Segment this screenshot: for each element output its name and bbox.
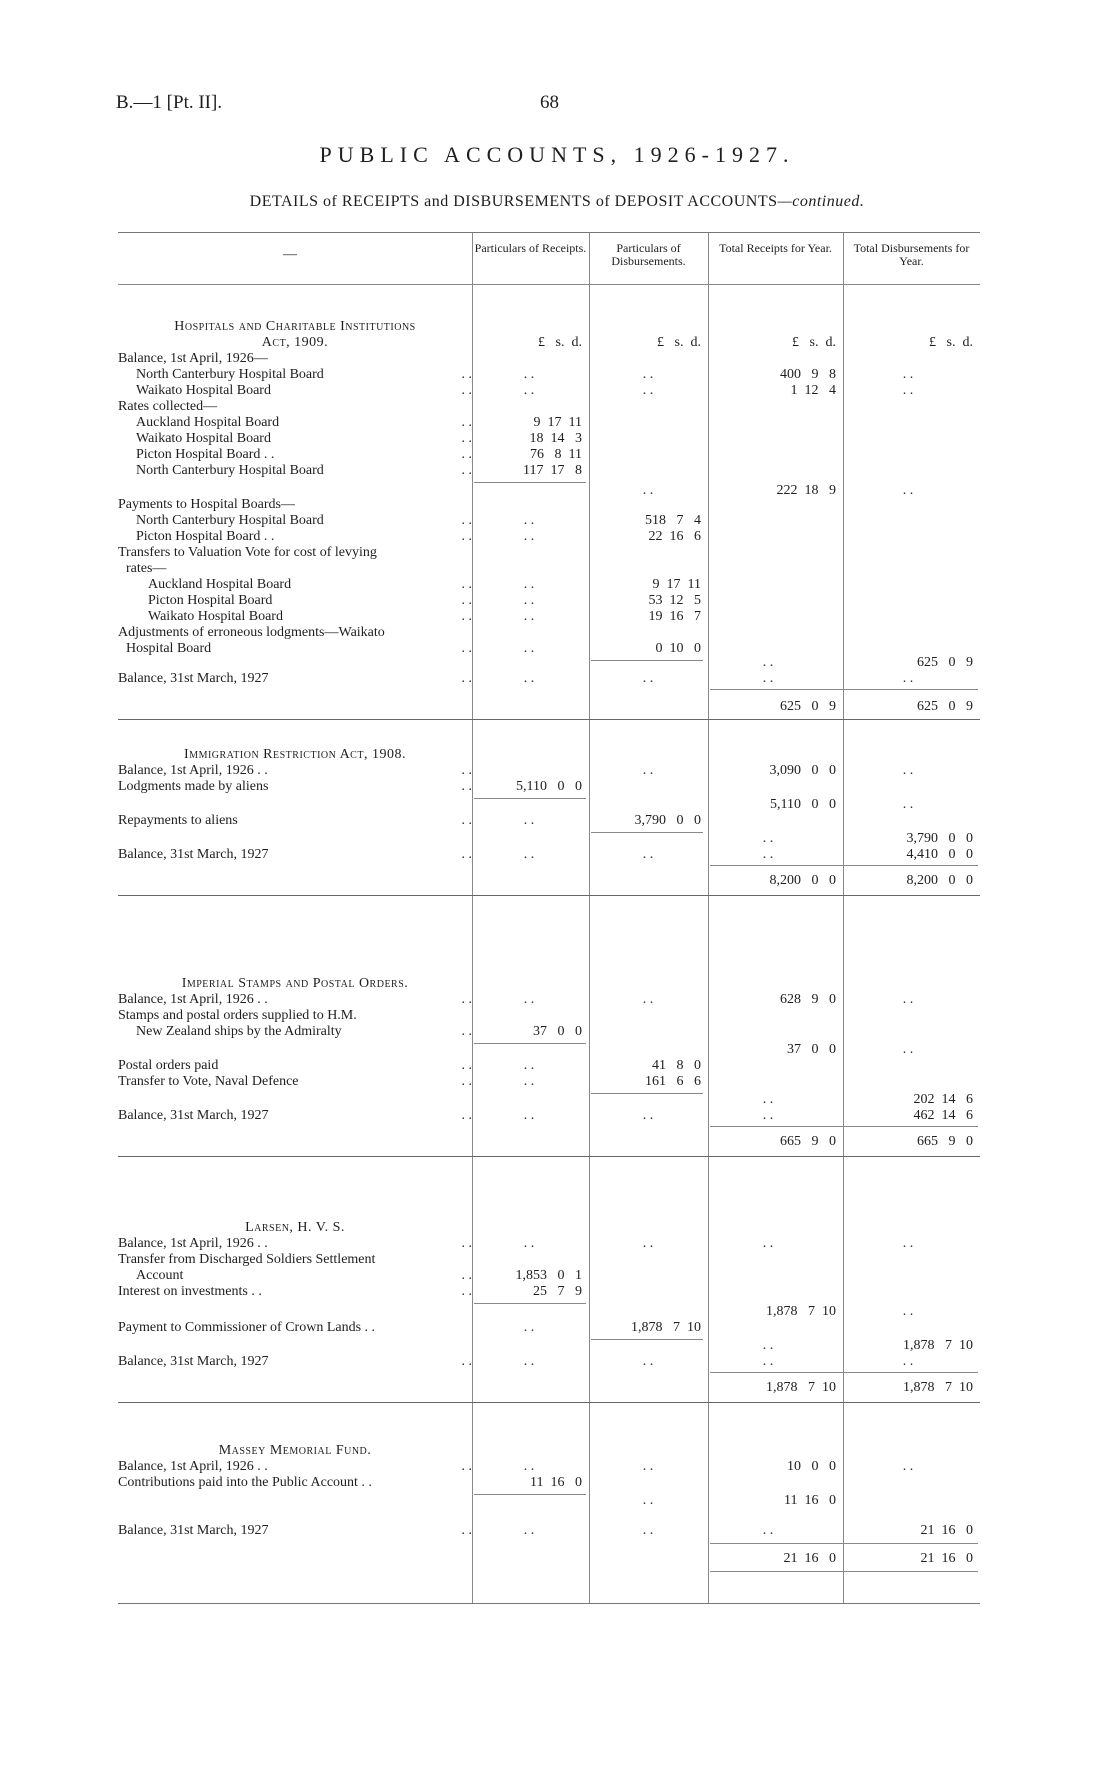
section-title: Larsen, H. V. S. xyxy=(245,1220,345,1235)
amount: 161 6 6 xyxy=(645,1074,701,1089)
column-divider xyxy=(843,233,844,1603)
nil-dots: . . xyxy=(762,671,774,686)
subtotal-rule xyxy=(474,1494,586,1495)
total-amount: 625 0 9 xyxy=(780,699,836,714)
nil-dots: . . xyxy=(762,1354,774,1369)
amount: 0 10 0 xyxy=(655,641,701,656)
row-label xyxy=(118,513,472,529)
section-rule xyxy=(118,1402,980,1403)
double-rule xyxy=(710,1571,978,1572)
amount: 1,878 7 10 xyxy=(903,1338,973,1353)
leader-dots: . . xyxy=(461,1459,472,1474)
lsd-header: £ s. d. xyxy=(538,335,582,350)
col-head-disbursements: Particulars of Disbursements. xyxy=(611,241,686,268)
nil-dots: . . xyxy=(523,609,535,624)
amount: 25 7 9 xyxy=(533,1284,582,1299)
amount: 5,110 0 0 xyxy=(516,779,582,794)
leader-dots: . . xyxy=(461,641,472,656)
row-label xyxy=(118,992,472,1008)
row-text: Auckland Hospital Board xyxy=(136,415,280,430)
nil-dots: . . xyxy=(902,992,914,1007)
subtotal-rule xyxy=(474,482,586,483)
leader-dots: . . xyxy=(461,1523,472,1538)
nil-dots: . . xyxy=(642,483,654,498)
nil-dots: . . xyxy=(523,1459,535,1474)
amount: 11 16 0 xyxy=(530,1475,582,1490)
row-label xyxy=(118,447,472,463)
total-rule xyxy=(710,1543,978,1544)
section-title-line2: Act, 1909. xyxy=(261,335,329,350)
amount: 202 14 6 xyxy=(913,1092,973,1107)
nil-dots: . . xyxy=(642,847,654,862)
total-amount: 8,200 0 0 xyxy=(769,873,836,888)
section-rule xyxy=(118,1156,980,1157)
nil-dots: . . xyxy=(762,1092,774,1107)
amount: 117 17 8 xyxy=(523,463,582,478)
nil-dots: . . xyxy=(902,1236,914,1251)
row-label xyxy=(118,1108,472,1124)
nil-dots: . . xyxy=(642,1523,654,1538)
leader-dots: . . xyxy=(461,1268,472,1283)
row-label xyxy=(118,1236,472,1252)
amount: 41 8 0 xyxy=(652,1058,701,1073)
section-title: Hospitals and Charitable Institutions xyxy=(174,319,416,334)
leader-dots: . . xyxy=(461,609,472,624)
nil-dots: . . xyxy=(523,513,535,528)
leader-dots: . . xyxy=(461,415,472,430)
leader-dots: . . xyxy=(461,447,472,462)
nil-dots: . . xyxy=(523,1320,535,1335)
row-label xyxy=(118,1523,472,1539)
column-divider xyxy=(708,233,709,1603)
amount: 53 12 5 xyxy=(648,593,701,608)
row-text: Balance, 1st April, 1926 . . xyxy=(118,1236,268,1251)
total-amount: 665 9 0 xyxy=(917,1134,973,1149)
row-text: Waikato Hospital Board xyxy=(136,431,271,446)
row-label: rates— xyxy=(126,561,167,576)
leader-dots: . . xyxy=(461,992,472,1007)
nil-dots: . . xyxy=(642,1493,654,1508)
lsd-header: £ s. d. xyxy=(792,335,836,350)
subtotal-rule xyxy=(591,1339,703,1340)
col-head-first: — xyxy=(283,247,297,262)
nil-dots: . . xyxy=(523,367,535,382)
leader-dots: . . xyxy=(461,513,472,528)
row-text: Balance, 1st April, 1926 . . xyxy=(118,1459,268,1474)
amount: 625 0 9 xyxy=(917,655,973,670)
row-label xyxy=(118,593,472,609)
section-rule xyxy=(118,895,980,896)
total-amount: 21 16 0 xyxy=(920,1551,973,1566)
document-reference: B.—1 [Pt. II]. xyxy=(116,92,223,113)
row-label xyxy=(118,577,472,593)
nil-dots: . . xyxy=(523,671,535,686)
row-text: Balance, 31st March, 1927 xyxy=(118,847,269,862)
nil-dots: . . xyxy=(762,831,774,846)
nil-dots: . . xyxy=(642,763,654,778)
subtotal-rule xyxy=(591,660,703,661)
row-label: Transfer from Discharged Soldiers Settlement xyxy=(118,1252,376,1267)
col-head-total-receipts: Total Receipts for Year. xyxy=(719,241,832,255)
row-text: Postal orders paid xyxy=(118,1058,219,1073)
row-label xyxy=(118,671,472,687)
leader-dots: . . xyxy=(461,763,472,778)
leader-dots: . . xyxy=(461,1284,472,1299)
nil-dots: . . xyxy=(642,671,654,686)
nil-dots: . . xyxy=(523,641,535,656)
amount: 1,878 7 10 xyxy=(766,1304,836,1319)
subtotal-rule xyxy=(474,1303,586,1304)
amount: 9 17 11 xyxy=(652,577,701,592)
leader-dots: . . xyxy=(461,813,472,828)
nil-dots: . . xyxy=(523,847,535,862)
amount: 3,790 0 0 xyxy=(906,831,973,846)
row-label: Stamps and postal orders supplied to H.M. xyxy=(118,1008,357,1023)
nil-dots: . . xyxy=(902,797,914,812)
row-label xyxy=(118,1284,472,1300)
amount: 21 16 0 xyxy=(920,1523,973,1538)
nil-dots: . . xyxy=(523,1108,535,1123)
leader-dots: . . xyxy=(461,847,472,862)
amount: 18 14 3 xyxy=(529,431,582,446)
leader-dots: . . xyxy=(461,463,472,478)
leader-dots: . . xyxy=(461,1236,472,1251)
row-label xyxy=(118,1475,472,1491)
leader-dots: . . xyxy=(461,1108,472,1123)
row-text: Waikato Hospital Board xyxy=(148,609,283,624)
nil-dots: . . xyxy=(523,1074,535,1089)
subtitle-suffix: —continued. xyxy=(777,193,865,210)
nil-dots: . . xyxy=(762,655,774,670)
leader-dots: . . xyxy=(461,779,472,794)
subtotal-rule xyxy=(474,798,586,799)
row-label: Balance, 1st April, 1926— xyxy=(118,351,268,366)
row-text: Contributions paid into the Public Account . . xyxy=(118,1475,372,1490)
total-rule xyxy=(710,689,978,690)
total-amount: 21 16 0 xyxy=(783,1551,836,1566)
nil-dots: . . xyxy=(523,383,535,398)
accounts-table xyxy=(118,232,980,1604)
subtitle-text: DETAILS of RECEIPTS and DISBURSEMENTS of DEPOSIT ACCOUNTS xyxy=(249,193,778,210)
nil-dots: . . xyxy=(523,1354,535,1369)
amount: 37 0 0 xyxy=(787,1042,836,1057)
subtotal-rule xyxy=(591,1093,703,1094)
row-text: Balance, 1st April, 1926 . . xyxy=(118,992,268,1007)
section-title: Imperial Stamps and Postal Orders. xyxy=(181,976,409,991)
row-text: Waikato Hospital Board xyxy=(136,383,271,398)
amount: 11 16 0 xyxy=(784,1493,836,1508)
nil-dots: . . xyxy=(762,1523,774,1538)
amount: 4,410 0 0 xyxy=(906,847,973,862)
amount: 9 17 11 xyxy=(533,415,582,430)
nil-dots: . . xyxy=(902,1304,914,1319)
row-text: North Canterbury Hospital Board xyxy=(136,463,324,478)
leader-dots: . . xyxy=(461,529,472,544)
nil-dots: . . xyxy=(642,367,654,382)
subtotal-rule xyxy=(474,1043,586,1044)
leader-dots: . . xyxy=(461,367,472,382)
leader-dots: . . xyxy=(461,577,472,592)
total-amount: 665 9 0 xyxy=(780,1134,836,1149)
nil-dots: . . xyxy=(902,367,914,382)
col-head-total-disbursements: Total Disbursements for Year. xyxy=(853,241,970,268)
nil-dots: . . xyxy=(902,483,914,498)
amount: 462 14 6 xyxy=(913,1108,973,1123)
leader-dots: . . xyxy=(461,593,472,608)
nil-dots: . . xyxy=(523,1058,535,1073)
page-title: PUBLIC ACCOUNTS, 1926-1927. xyxy=(319,142,795,167)
row-label: Transfers to Valuation Vote for cost of levying xyxy=(118,545,377,560)
row-text: North Canterbury Hospital Board xyxy=(136,513,324,528)
row-label xyxy=(118,1459,472,1475)
nil-dots: . . xyxy=(523,529,535,544)
leader-dots: . . xyxy=(461,1074,472,1089)
section-title: Massey Memorial Fund. xyxy=(218,1443,372,1458)
row-text: Transfer to Vote, Naval Defence xyxy=(118,1074,299,1089)
row-label xyxy=(118,367,472,383)
row-text: Repayments to aliens xyxy=(118,813,238,828)
row-label xyxy=(118,431,472,447)
row-text: Balance, 31st March, 1927 xyxy=(118,671,269,686)
leader-dots: . . xyxy=(461,1354,472,1369)
nil-dots: . . xyxy=(642,1108,654,1123)
amount: 400 9 8 xyxy=(780,367,836,382)
lsd-header: £ s. d. xyxy=(657,335,701,350)
nil-dots: . . xyxy=(523,593,535,608)
amount: 3,790 0 0 xyxy=(634,813,701,828)
page-number: 68 xyxy=(540,92,559,113)
row-text: Picton Hospital Board . . xyxy=(136,529,275,544)
section-title: Immigration Restriction Act, 1908. xyxy=(184,747,406,762)
amount: 10 0 0 xyxy=(787,1459,836,1474)
amount: 3,090 0 0 xyxy=(769,763,836,778)
row-label xyxy=(118,383,472,399)
row-label: Adjustments of erroneous lodgments—Waikato xyxy=(118,625,385,640)
page-subtitle xyxy=(0,193,1114,211)
nil-dots: . . xyxy=(762,1236,774,1251)
nil-dots: . . xyxy=(642,1459,654,1474)
total-amount: 1,878 7 10 xyxy=(766,1380,836,1395)
amount: 1 12 4 xyxy=(790,383,836,398)
amount: 76 8 11 xyxy=(530,447,582,462)
leader-dots: . . xyxy=(461,431,472,446)
row-text: Picton Hospital Board . . xyxy=(136,447,275,462)
nil-dots: . . xyxy=(642,1354,654,1369)
total-rule xyxy=(710,865,978,866)
amount: 19 16 7 xyxy=(648,609,701,624)
amount: 222 18 9 xyxy=(776,483,836,498)
row-label xyxy=(118,415,472,431)
lsd-header: £ s. d. xyxy=(929,335,973,350)
row-text: Balance, 1st April, 1926 . . xyxy=(118,763,268,778)
row-text: Lodgments made by aliens xyxy=(118,779,269,794)
row-text: Account xyxy=(136,1268,184,1283)
row-text: North Canterbury Hospital Board xyxy=(136,367,324,382)
leader-dots: . . xyxy=(461,1024,472,1039)
amount: 37 0 0 xyxy=(533,1024,582,1039)
nil-dots: . . xyxy=(523,992,535,1007)
nil-dots: . . xyxy=(902,1354,914,1369)
row-label: Payments to Hospital Boards— xyxy=(118,497,295,512)
row-text: Interest on investments . . xyxy=(118,1284,262,1299)
row-text: New Zealand ships by the Admiralty xyxy=(136,1024,342,1039)
amount: 518 7 4 xyxy=(645,513,701,528)
row-text: Payment to Commissioner of Crown Lands . . xyxy=(118,1320,376,1335)
total-rule xyxy=(710,1126,978,1127)
nil-dots: . . xyxy=(902,763,914,778)
nil-dots: . . xyxy=(523,813,535,828)
row-label xyxy=(118,1024,472,1040)
nil-dots: . . xyxy=(762,847,774,862)
row-label xyxy=(118,763,472,779)
nil-dots: . . xyxy=(762,1108,774,1123)
nil-dots: . . xyxy=(902,671,914,686)
row-label: Rates collected— xyxy=(118,399,218,414)
row-label xyxy=(118,813,472,829)
nil-dots: . . xyxy=(523,1236,535,1251)
row-label xyxy=(118,641,472,657)
row-label xyxy=(118,1074,472,1090)
amount: 5,110 0 0 xyxy=(770,797,836,812)
row-text: Balance, 31st March, 1927 xyxy=(118,1108,269,1123)
leader-dots: . . xyxy=(461,383,472,398)
header-rule xyxy=(118,284,980,285)
nil-dots: . . xyxy=(642,992,654,1007)
row-label xyxy=(118,1058,472,1074)
row-label xyxy=(118,1320,472,1336)
total-amount: 8,200 0 0 xyxy=(906,873,973,888)
row-text: Balance, 31st March, 1927 xyxy=(118,1523,269,1538)
nil-dots: . . xyxy=(902,1042,914,1057)
subtotal-rule xyxy=(591,832,703,833)
amount: 1,853 0 1 xyxy=(515,1268,582,1283)
row-label xyxy=(118,847,472,863)
row-text: Picton Hospital Board xyxy=(148,593,273,608)
nil-dots: . . xyxy=(523,1523,535,1538)
nil-dots: . . xyxy=(642,383,654,398)
nil-dots: . . xyxy=(902,383,914,398)
row-label xyxy=(118,1354,472,1370)
row-text: Balance, 31st March, 1927 xyxy=(118,1354,269,1369)
amount: 628 9 0 xyxy=(780,992,836,1007)
leader-dots: . . xyxy=(461,1058,472,1073)
row-text: Auckland Hospital Board xyxy=(148,577,292,592)
row-label xyxy=(118,529,472,545)
nil-dots: . . xyxy=(902,1459,914,1474)
amount: 1,878 7 10 xyxy=(631,1320,701,1335)
row-label xyxy=(118,609,472,625)
total-amount: 625 0 9 xyxy=(917,699,973,714)
leader-dots: . . xyxy=(461,671,472,686)
row-label xyxy=(118,779,472,795)
total-amount: 1,878 7 10 xyxy=(903,1380,973,1395)
nil-dots: . . xyxy=(523,577,535,592)
nil-dots: . . xyxy=(762,1338,774,1353)
section-rule xyxy=(118,719,980,720)
nil-dots: . . xyxy=(642,1236,654,1251)
row-label xyxy=(118,1268,472,1284)
col-head-receipts: Particulars of Receipts. xyxy=(474,241,587,255)
row-label xyxy=(118,463,472,479)
row-text: Hospital Board xyxy=(126,641,212,656)
column-divider xyxy=(589,233,590,1603)
amount: 22 16 6 xyxy=(648,529,701,544)
total-rule xyxy=(710,1372,978,1373)
